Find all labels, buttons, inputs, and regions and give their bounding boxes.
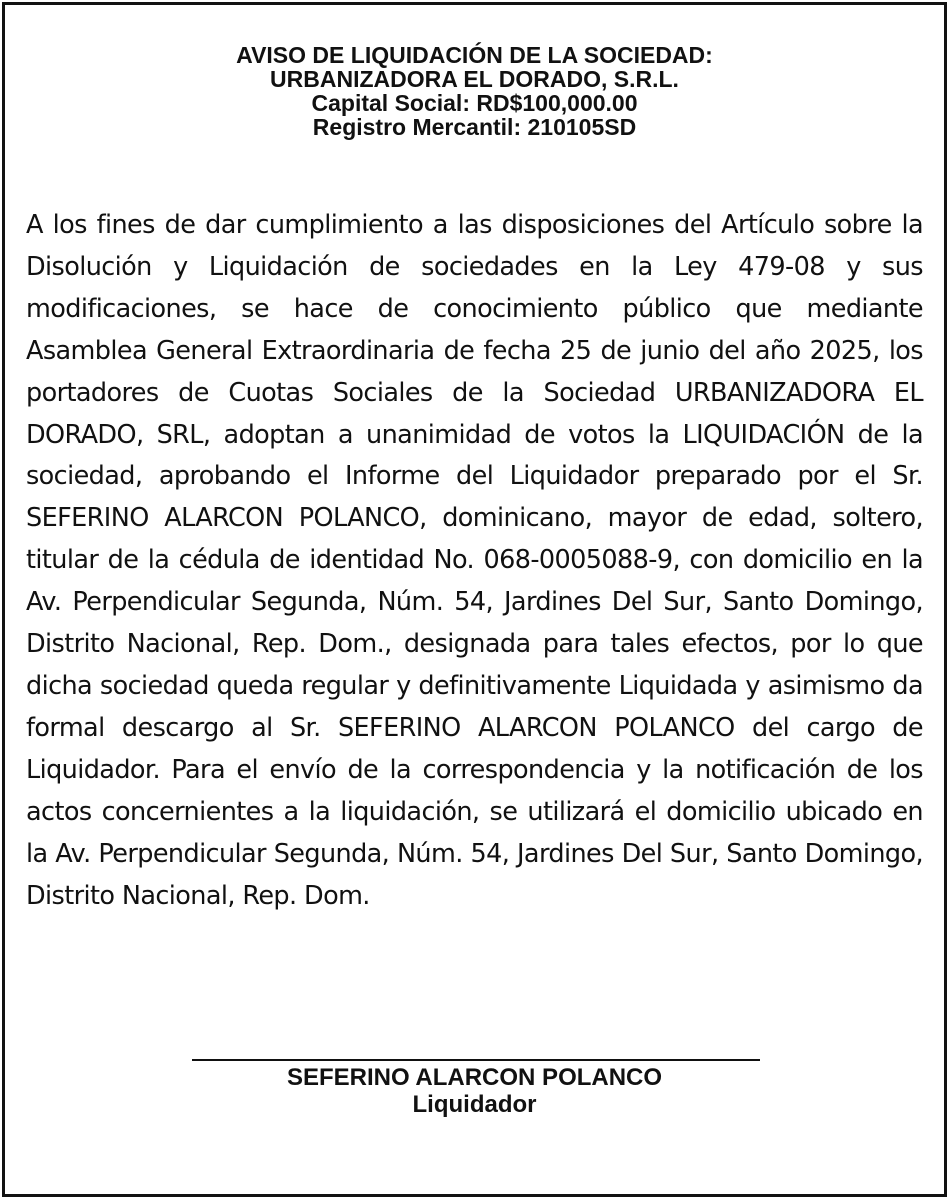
notice-header	[5, 43, 944, 139]
signatory-title: Liquidador	[412, 1091, 537, 1118]
signature-line	[192, 1059, 760, 1061]
registro-mercantil: Registro Mercantil: 210105SD	[312, 114, 637, 140]
notice-body: A los fines de dar cumplimiento a las disposiciones del Artículo sobre la Disolución y Liquidación de sociedades en la Ley 479-08 y sus modificaciones, se hace de conocimiento público que mediante Asamblea General Extraordinaria de fecha 25 de junio del año 2025, los portadores de Cuotas Sociales de la Sociedad URBANIZADORA EL DORADO, SRL, adoptan a unanimidad de votos la LIQUIDACIÓN de la sociedad, aprobando el Informe del Liquidador preparado por el Sr. SEFERINO ALARCON POLANCO, dominicano, mayor de edad, soltero, titular de la cédula de identidad No. 068-0005088-9, con domicilio en la Av. Perpendicular Segunda, Núm. 54, Jardines Del Sur, Santo Domingo, Distrito Nacional, Rep. Dom., designada para tales efectos, por lo que dicha sociedad queda regular y definitivamente Liquidada y asimismo da formal descargo al Sr. SEFERINO ALARCON POLANCO del cargo de Liquidador. Para el envío de la correspondencia y la notificación de los actos concernientes a la liquidación, se utilizará el domicilio ubicado en la Av. Perpendicular Segunda, Núm. 54, Jardines Del Sur, Santo Domingo, Distrito Nacional, Rep. Dom.	[26, 210, 923, 911]
notice-frame	[2, 2, 947, 1197]
capital-social: Capital Social: RD$100,000.00	[311, 90, 638, 116]
notice-title: AVISO DE LIQUIDACIÓN DE LA SOCIEDAD:	[236, 42, 713, 68]
signature-block	[5, 1064, 944, 1118]
company-name: URBANIZADORA EL DORADO, S.R.L.	[270, 66, 679, 92]
signatory-name: SEFERINO ALARCON POLANCO	[286, 1064, 663, 1091]
